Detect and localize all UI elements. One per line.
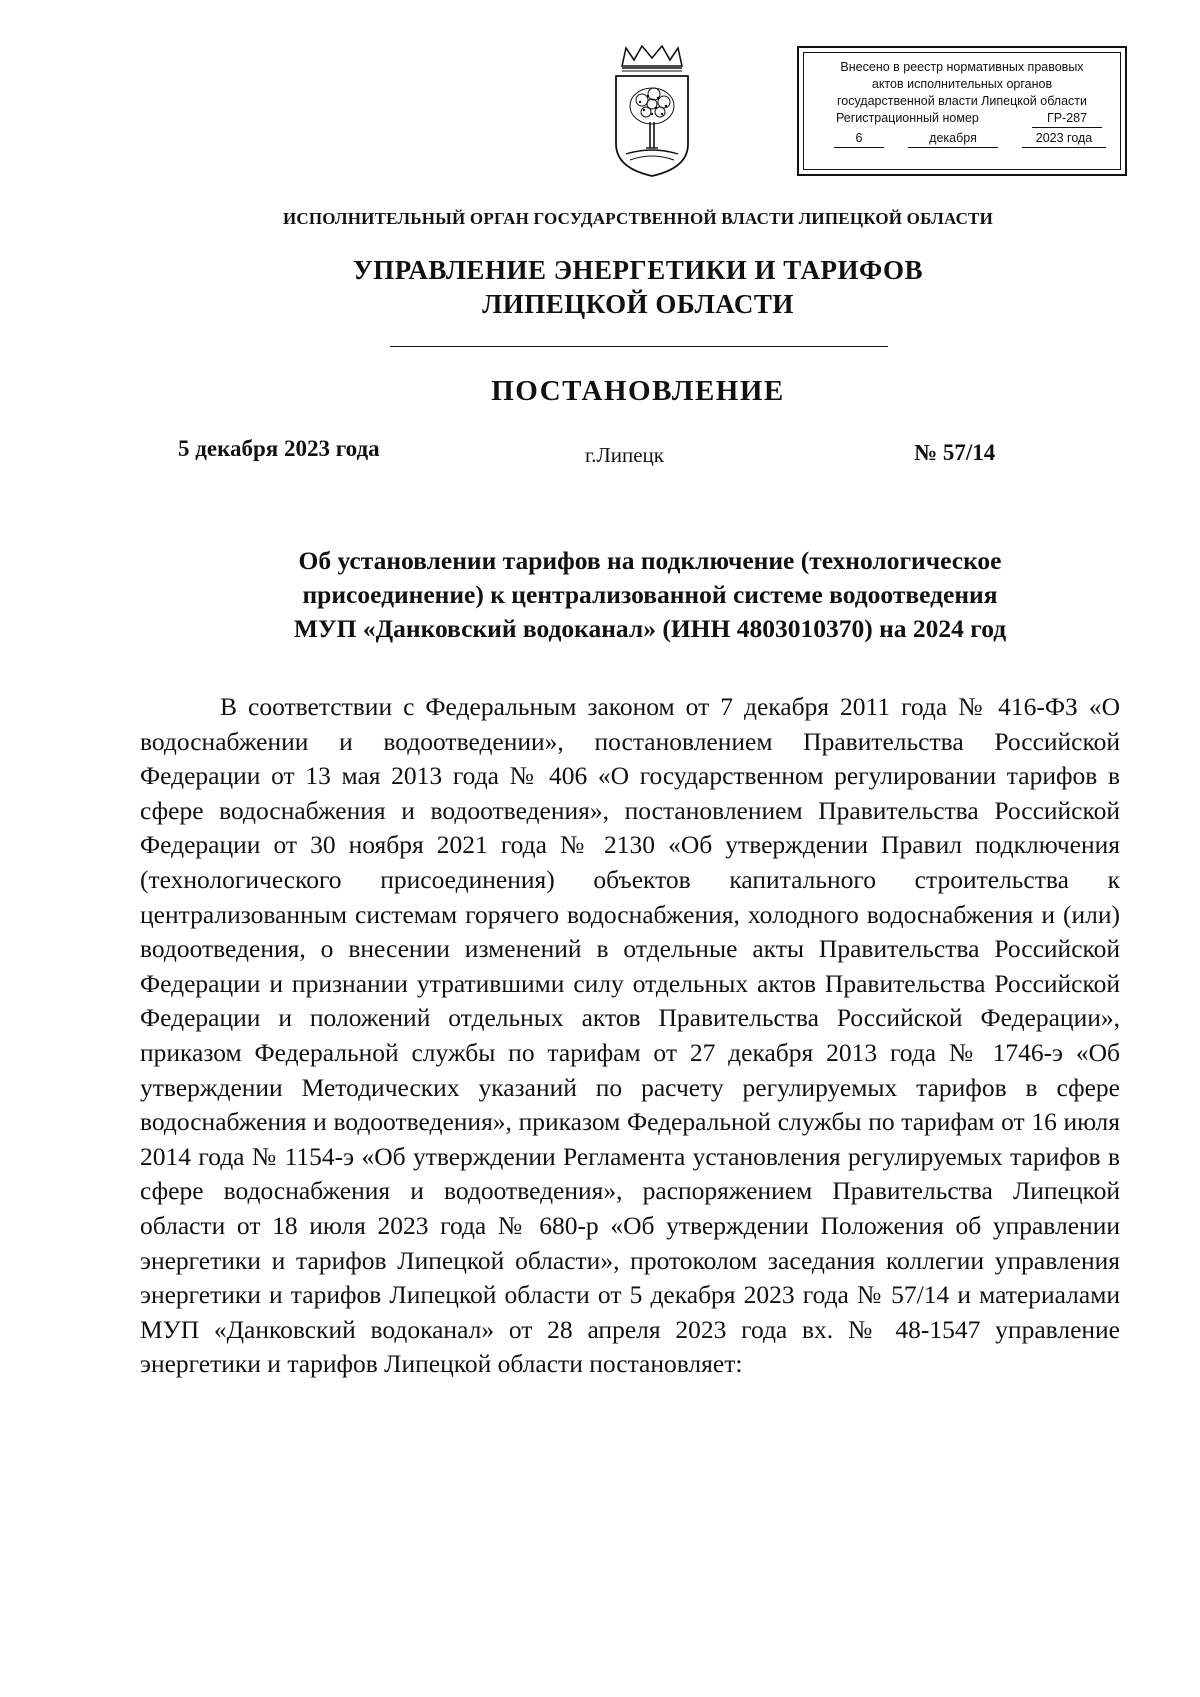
- stamp-line-3: государственной власти Липецкой области: [836, 94, 1088, 108]
- department-name-line-1: УПРАВЛЕНИЕ ЭНЕРГЕТИКИ И ТАРИФОВ: [352, 255, 923, 285]
- document-number: № 57/14: [914, 440, 996, 465]
- header-divider: [390, 346, 888, 347]
- stamp-year: 2023 года: [1022, 130, 1106, 148]
- department-name: [0, 253, 1200, 321]
- coat-of-arms-emblem: [612, 44, 692, 180]
- subject-line-1: Об установлении тарифов на подключение (технологическое: [298, 546, 1002, 575]
- document-city: г.Липецк: [585, 443, 664, 467]
- department-name-line-2: ЛИПЕЦКОЙ ОБЛАСТИ: [482, 289, 794, 319]
- body-paragraph: В соответствии с Федеральным законом от 7 декабря 2011 года № 416-ФЗ «О водоснабжении и водоотведении», постановлением Правительства Российской Федерации от 13 мая 2013 года № 406 «О государственном регулировании тарифов в сфере водоснабжения и водоотведения», постановлением Правительства Российской Федерации от 30 ноября 2021 года № 2130 «Об утверждении Правил подключения (технологического присоединения) объектов капитального строительства к централизованным системам горячего водоснабжения, холодного водоснабжения и (или) водоотведения, о внесении изменений в отдельные акты Правительства Российской Федерации и признании утратившими силу отдельных актов Правительства Российской Федерации и положений отдельных актов Правительства Российской Федерации», приказом Федеральной службы по тарифам от 27 декабря 2013 года № 1746-э «Об утверждении Методических указаний по расчету регулируемых тарифов в сфере водоснабжения и водоотведения», приказом Федеральной службы по тарифам от 16 июля 2014 года № 1154-э «Об утверждении Регламента установления регулируемых тарифов в сфере водоснабжения и водоотведения», распоряжением Правительства Липецкой области от 18 июля 2023 года № 680-р «Об утверждении Положения об управлении энергетики и тарифов Липецкой области», протоколом заседания коллегии управления энергетики и тарифов Липецкой области от 5 декабря 2023 года № 57/14 и материалами МУП «Данковский водоканал» от 28 апреля 2023 года вх. № 48-1547 управление энергетики и тарифов Липецкой области постановляет:: [140, 692, 1120, 1379]
- stamp-line-1: Внесено в реестр нормативных правовых: [840, 60, 1084, 74]
- document-type-title: ПОСТАНОВЛЕНИЕ: [491, 375, 785, 407]
- authority-heading: ИСПОЛНИТЕЛЬНЫЙ ОРГАН ГОСУДАРСТВЕННОЙ ВЛАСТИ ЛИПЕЦКОЙ ОБЛАСТИ: [282, 209, 994, 228]
- stamp-registration-label: Регистрационный номер: [836, 111, 979, 125]
- registry-stamp-inner: [803, 52, 1121, 170]
- registry-stamp: [797, 46, 1127, 176]
- document-date: 5 декабря 2023 года: [178, 436, 380, 461]
- stamp-line-2: актов исполнительных органов: [871, 77, 1053, 91]
- document-subject: [190, 544, 1110, 646]
- stamp-registration-row: [804, 110, 1120, 128]
- stamp-day: 6: [834, 130, 884, 148]
- subject-line-2: присоединение) к централизованной системе водоотведения: [302, 580, 998, 609]
- stamp-date-row: [804, 128, 1120, 148]
- stamp-month: декабря: [908, 130, 998, 148]
- stamp-registration-number: ГР-287: [1032, 110, 1102, 128]
- subject-line-3: МУП «Данковский водоканал» (ИНН 4803010370) на 2024 год: [293, 614, 1007, 643]
